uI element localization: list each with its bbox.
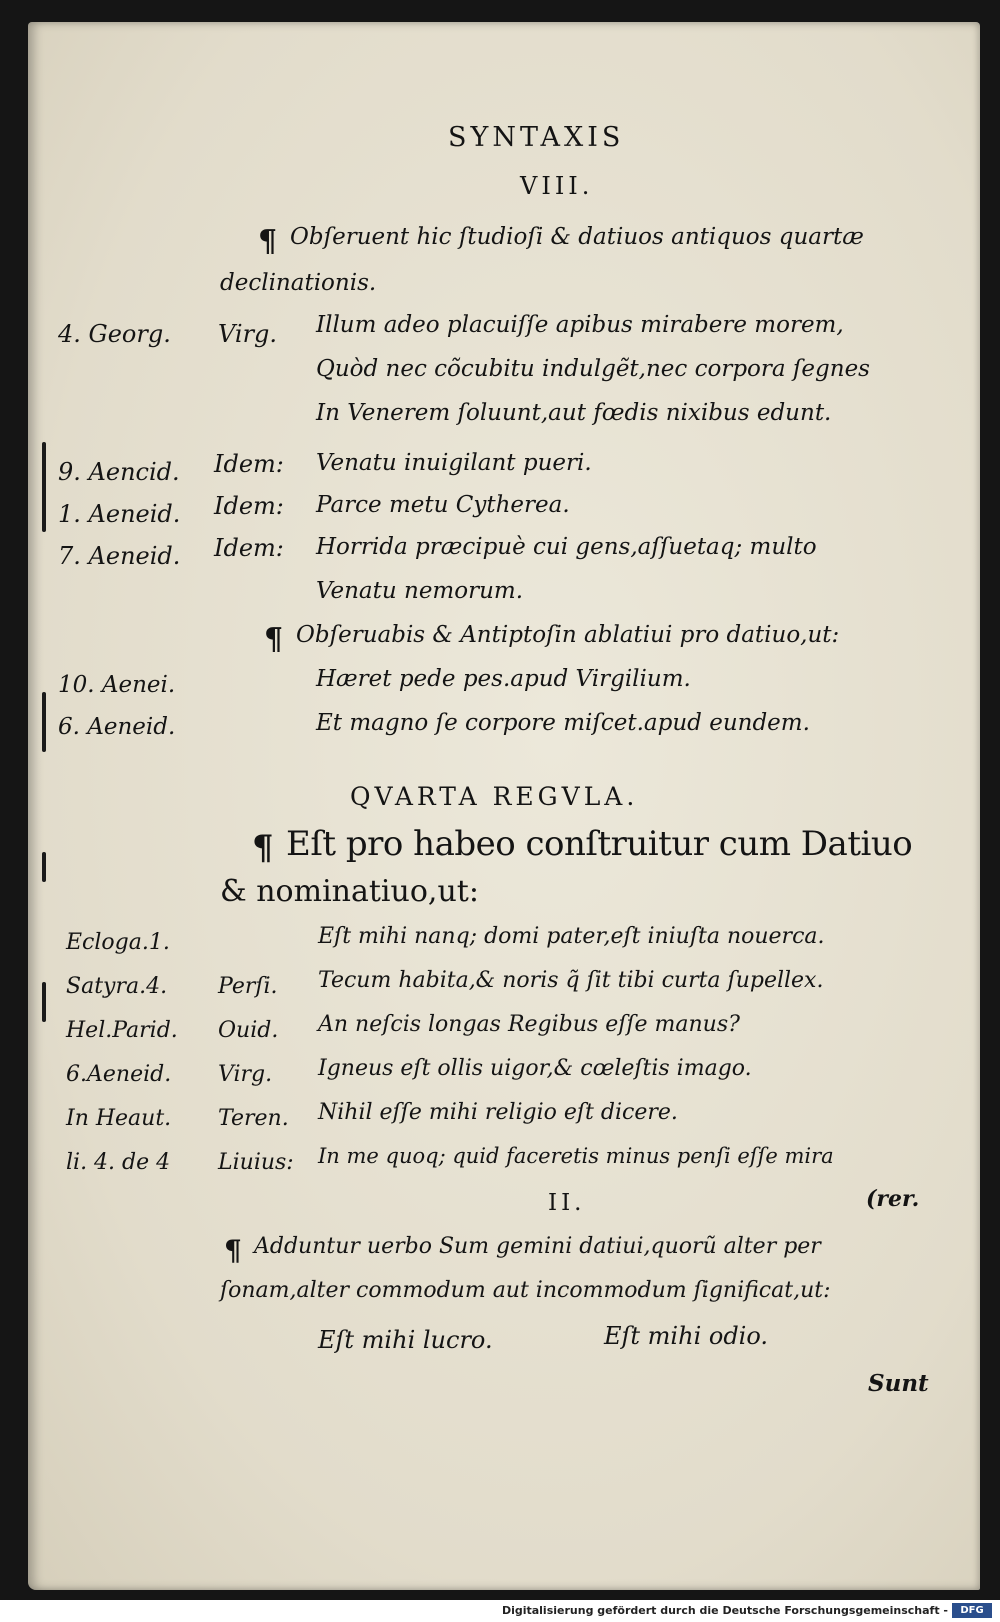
verse-line: Igneus eſt ollis uigor,& cœleſtis imago. bbox=[318, 1056, 752, 1081]
verse-line: Tecum habita,& noris q̃ ſit tibi curta ſupellex. bbox=[318, 968, 824, 993]
margin-reference: In Heaut. bbox=[66, 1106, 172, 1131]
author-name: Virg. bbox=[218, 1062, 273, 1087]
catchword: Sunt bbox=[868, 1370, 929, 1397]
section-number: VIII. bbox=[520, 172, 594, 200]
verse-line: Et magno ſe corpore miſcet.apud eundem. bbox=[316, 710, 810, 736]
verse-line: An neſcis longas Regibus eſſe manus? bbox=[318, 1012, 740, 1037]
note-line: declinationis. bbox=[220, 270, 377, 296]
gutter-shadow bbox=[42, 692, 46, 752]
verse-line: Venatu nemorum. bbox=[316, 578, 524, 604]
running-head: SYNTAXIS bbox=[448, 122, 625, 153]
rule-text: & nominatiuo,ut: bbox=[220, 874, 479, 909]
author-name: Idem: bbox=[214, 534, 284, 562]
margin-reference: Hel.Parid. bbox=[66, 1018, 178, 1043]
dfg-logo-icon: DFG bbox=[952, 1603, 992, 1618]
verse-line: Venatu inuigilant pueri. bbox=[316, 450, 592, 476]
verse-line: Hæret pede pes.apud Virgilium. bbox=[316, 666, 691, 692]
margin-reference: 10. Aenei. bbox=[58, 672, 176, 698]
note-line: Obſeruabis & Antiptoſin ablatiui pro datiuo,ut: bbox=[296, 622, 840, 648]
pilcrow-icon: ¶ bbox=[252, 828, 274, 868]
margin-reference: Ecloga.1. bbox=[66, 930, 170, 955]
author-name: Liuius: bbox=[218, 1150, 294, 1175]
author-name: Idem: bbox=[214, 492, 284, 520]
note-line: Obſeruent hic ſtudioſi & datiuos antiquos quartæ bbox=[290, 224, 864, 250]
verse-line: Nihil eſſe mihi religio eſt dicere. bbox=[318, 1100, 678, 1125]
digitization-credit: Digitalisierung gefördert durch die Deutsche Forschungsgemeinschaft - bbox=[501, 1604, 948, 1617]
gutter-shadow bbox=[42, 852, 46, 882]
margin-reference: 7. Aeneid. bbox=[58, 542, 181, 570]
verse-line: In Venerem ſoluunt,aut fœdis nixibus edunt. bbox=[316, 400, 832, 426]
verse-line: Horrida præcipuè cui gens,aſſuetaq; multo bbox=[316, 534, 817, 560]
margin-reference: Satyra.4. bbox=[66, 974, 168, 999]
verse-line: In me quoq; quid faceretis minus penſi eſſe mira bbox=[318, 1144, 834, 1168]
gutter-shadow bbox=[42, 982, 46, 1022]
footer-bar bbox=[0, 1600, 1000, 1622]
margin-reference: 9. Aencid. bbox=[58, 458, 180, 486]
margin-reference: 6.Aeneid. bbox=[66, 1062, 172, 1087]
example-text: Eſt mihi lucro. bbox=[318, 1326, 493, 1354]
pilcrow-icon: ¶ bbox=[258, 224, 278, 259]
pilcrow-icon: ¶ bbox=[224, 1234, 242, 1267]
overflow-text: (rer. bbox=[866, 1186, 920, 1212]
verse-line: Illum adeo placuiſſe apibus mirabere morem, bbox=[316, 312, 844, 338]
pilcrow-icon: ¶ bbox=[264, 622, 284, 657]
author-name: Virg. bbox=[218, 320, 278, 348]
book-page bbox=[28, 22, 980, 1590]
margin-reference: 4. Georg. bbox=[58, 320, 171, 348]
note-line: Adduntur uerbo Sum gemini datiui,quorũ alter per bbox=[254, 1234, 821, 1259]
author-name: Teren. bbox=[218, 1106, 289, 1131]
author-name: Perſi. bbox=[218, 974, 278, 999]
verse-line: Eſt mihi nanq; domi pater,eſt iniuſta nouerca. bbox=[318, 924, 825, 949]
margin-reference: 6. Aeneid. bbox=[58, 714, 176, 740]
author-name: Ouid. bbox=[218, 1018, 279, 1043]
author-name: Idem: bbox=[214, 450, 284, 478]
gutter-shadow bbox=[42, 442, 46, 532]
section-number: II. bbox=[548, 1190, 586, 1216]
rule-text: Eſt pro habeo conſtruitur cum Datiuo bbox=[286, 824, 913, 864]
verse-line: Quòd nec cõcubitu indulgẽt,nec corpora ſegnes bbox=[316, 356, 870, 382]
example-text: Eſt mihi odio. bbox=[604, 1322, 769, 1350]
rule-heading: QVARTA REGVLA. bbox=[350, 782, 639, 811]
margin-reference: li. 4. de 4 bbox=[66, 1150, 171, 1175]
note-line: ſonam,alter commodum aut incommodum ſignificat,ut: bbox=[220, 1278, 831, 1303]
margin-reference: 1. Aeneid. bbox=[58, 500, 181, 528]
verse-line: Parce metu Cytherea. bbox=[316, 492, 570, 518]
